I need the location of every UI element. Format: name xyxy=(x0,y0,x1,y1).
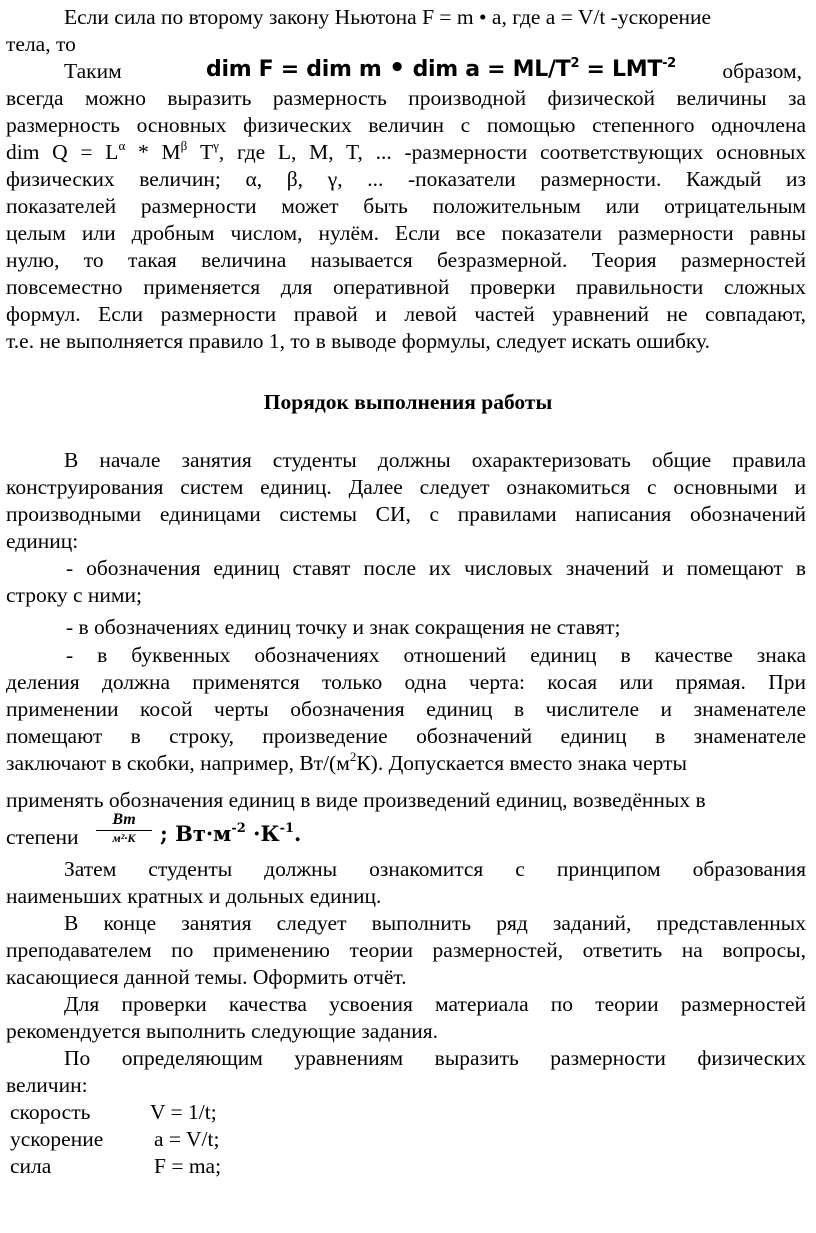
list-item: - обозначения единиц ставят после их числовых значений и помещают в xyxy=(66,556,806,580)
text-line: применять обозначения единиц в виде произведений единиц, возведённых в xyxy=(6,788,706,812)
text-fragment: T xyxy=(187,140,214,164)
text-line: деления должна применятся только одна черта: косая или прямая. При xyxy=(6,670,806,694)
text-line: конструирования систем единиц. Далее следует ознакомиться с основными и xyxy=(6,475,806,499)
formula-sup: -2 xyxy=(662,55,676,71)
section-heading: Порядок выполнения работы xyxy=(263,390,553,414)
quantity-equation: F = ma; xyxy=(154,1154,222,1178)
text-line: В начале занятия студенты должны охарактеризовать общие правила xyxy=(64,448,806,472)
quantity-name: сила xyxy=(10,1154,52,1178)
text-line: всегда можно выразить размерность производной физической величины за xyxy=(6,86,806,110)
text-line: производными единицами системы СИ, с правилами написания обозначений xyxy=(6,502,806,526)
text-line: касающиеся данной темы. Оформить отчёт. xyxy=(6,965,407,989)
text-fragment: dim Q = L xyxy=(6,140,119,164)
text-line: формул. Если размерности правой и левой частей уравнений не совпадают, xyxy=(6,302,806,326)
exponent: 2 xyxy=(349,748,357,764)
unit-expression xyxy=(160,820,301,847)
text-fragment: заключают в скобки, например, Вт/(м xyxy=(6,751,350,775)
exponent: γ xyxy=(213,137,219,153)
text-line: степени xyxy=(6,825,79,849)
text-line: размерность основных физических величин с помощью степенного одночлена xyxy=(6,113,806,137)
formula-part: dim F = dim m xyxy=(206,57,389,82)
text-line: т.е. не выполняется правило 1, то в выводе формулы, следует искать ошибку. xyxy=(6,329,711,353)
text-fragment: Таким xyxy=(64,59,122,83)
unit-fraction xyxy=(94,811,154,845)
text-line: целым или дробным числом, нулём. Если все показатели размерности равны xyxy=(6,221,806,245)
text-line: рекомендуется выполнить следующие задания. xyxy=(6,1019,438,1043)
text-line: нулю, то такая величина называется безразмерной. Теория размерностей xyxy=(6,248,806,272)
unit-exponent: -2 xyxy=(231,821,246,836)
text-line: строку с ними; xyxy=(6,583,142,607)
formula-sup: 2 xyxy=(570,55,580,71)
text-fragment: , где L, M, T, ... -размерности соответствующих основных xyxy=(218,140,807,164)
quantity-name: скорость xyxy=(10,1100,91,1124)
text-fragment: К). Допускается вместо знака черты xyxy=(356,751,687,775)
multiply-dot: • xyxy=(388,53,406,83)
exponent: α xyxy=(118,137,126,153)
text-line: повсеместно применяется для оперативной проверки правильности сложных xyxy=(6,275,806,299)
text-line: физических величин; α, β, γ, ... -показатели размерности. Каждый из xyxy=(6,167,806,191)
list-item: - в обозначениях единиц точку и знак сокращения не ставят; xyxy=(66,615,621,639)
text-line: тела, то xyxy=(6,32,76,56)
unit-part: . xyxy=(294,821,302,846)
text-line: преподавателем по применению теории размерностей, ответить на вопросы, xyxy=(6,938,806,962)
formula-part: = LMT xyxy=(579,57,663,82)
unit-part: ; Вт·м xyxy=(160,821,232,846)
text-line: наименьших кратных и дольных единиц. xyxy=(6,884,382,908)
unit-part: ·К xyxy=(245,821,280,846)
dimension-formula xyxy=(206,55,676,83)
text-fragment: образом, xyxy=(722,59,802,83)
text-fragment: * M xyxy=(125,140,181,164)
exponent: β xyxy=(180,137,188,153)
text-line: помещают в строку, произведение обозначений единиц в знаменателе xyxy=(6,724,806,748)
text-line xyxy=(6,139,806,166)
text-line: Затем студенты должны ознакомится с принципом образования xyxy=(64,857,806,881)
text-line: показателей размерности может быть положительным или отрицательным xyxy=(6,194,806,218)
text-line: В конце занятия следует выполнить ряд заданий, представленных xyxy=(64,911,806,935)
text-line: По определяющим уравнениям выразить размерности физических xyxy=(64,1046,806,1070)
text-line: применении косой черты обозначения единиц в числителе и знаменателе xyxy=(6,697,806,721)
quantity-equation: V = 1/t; xyxy=(150,1100,217,1124)
text-line xyxy=(6,750,806,777)
fraction-denominator: м²·К xyxy=(112,831,136,845)
quantity-name: ускорение xyxy=(10,1127,104,1151)
text-line: единиц: xyxy=(6,529,79,553)
text-line: величин: xyxy=(6,1073,88,1097)
text-line: Для проверки качества усвоения материала по теории размерностей xyxy=(64,992,806,1016)
quantity-equation: a = V/t; xyxy=(154,1127,220,1151)
unit-exponent: -1 xyxy=(279,821,295,836)
text-line: Если сила по второму закону Ньютона F = m • a, где a = V/t -ускорение xyxy=(64,5,712,29)
list-item: - в буквенных обозначениях отношений единиц в качестве знака xyxy=(66,643,806,667)
formula-part: dim a = ML/T xyxy=(405,57,571,82)
fraction-numerator: Вт xyxy=(112,811,136,828)
